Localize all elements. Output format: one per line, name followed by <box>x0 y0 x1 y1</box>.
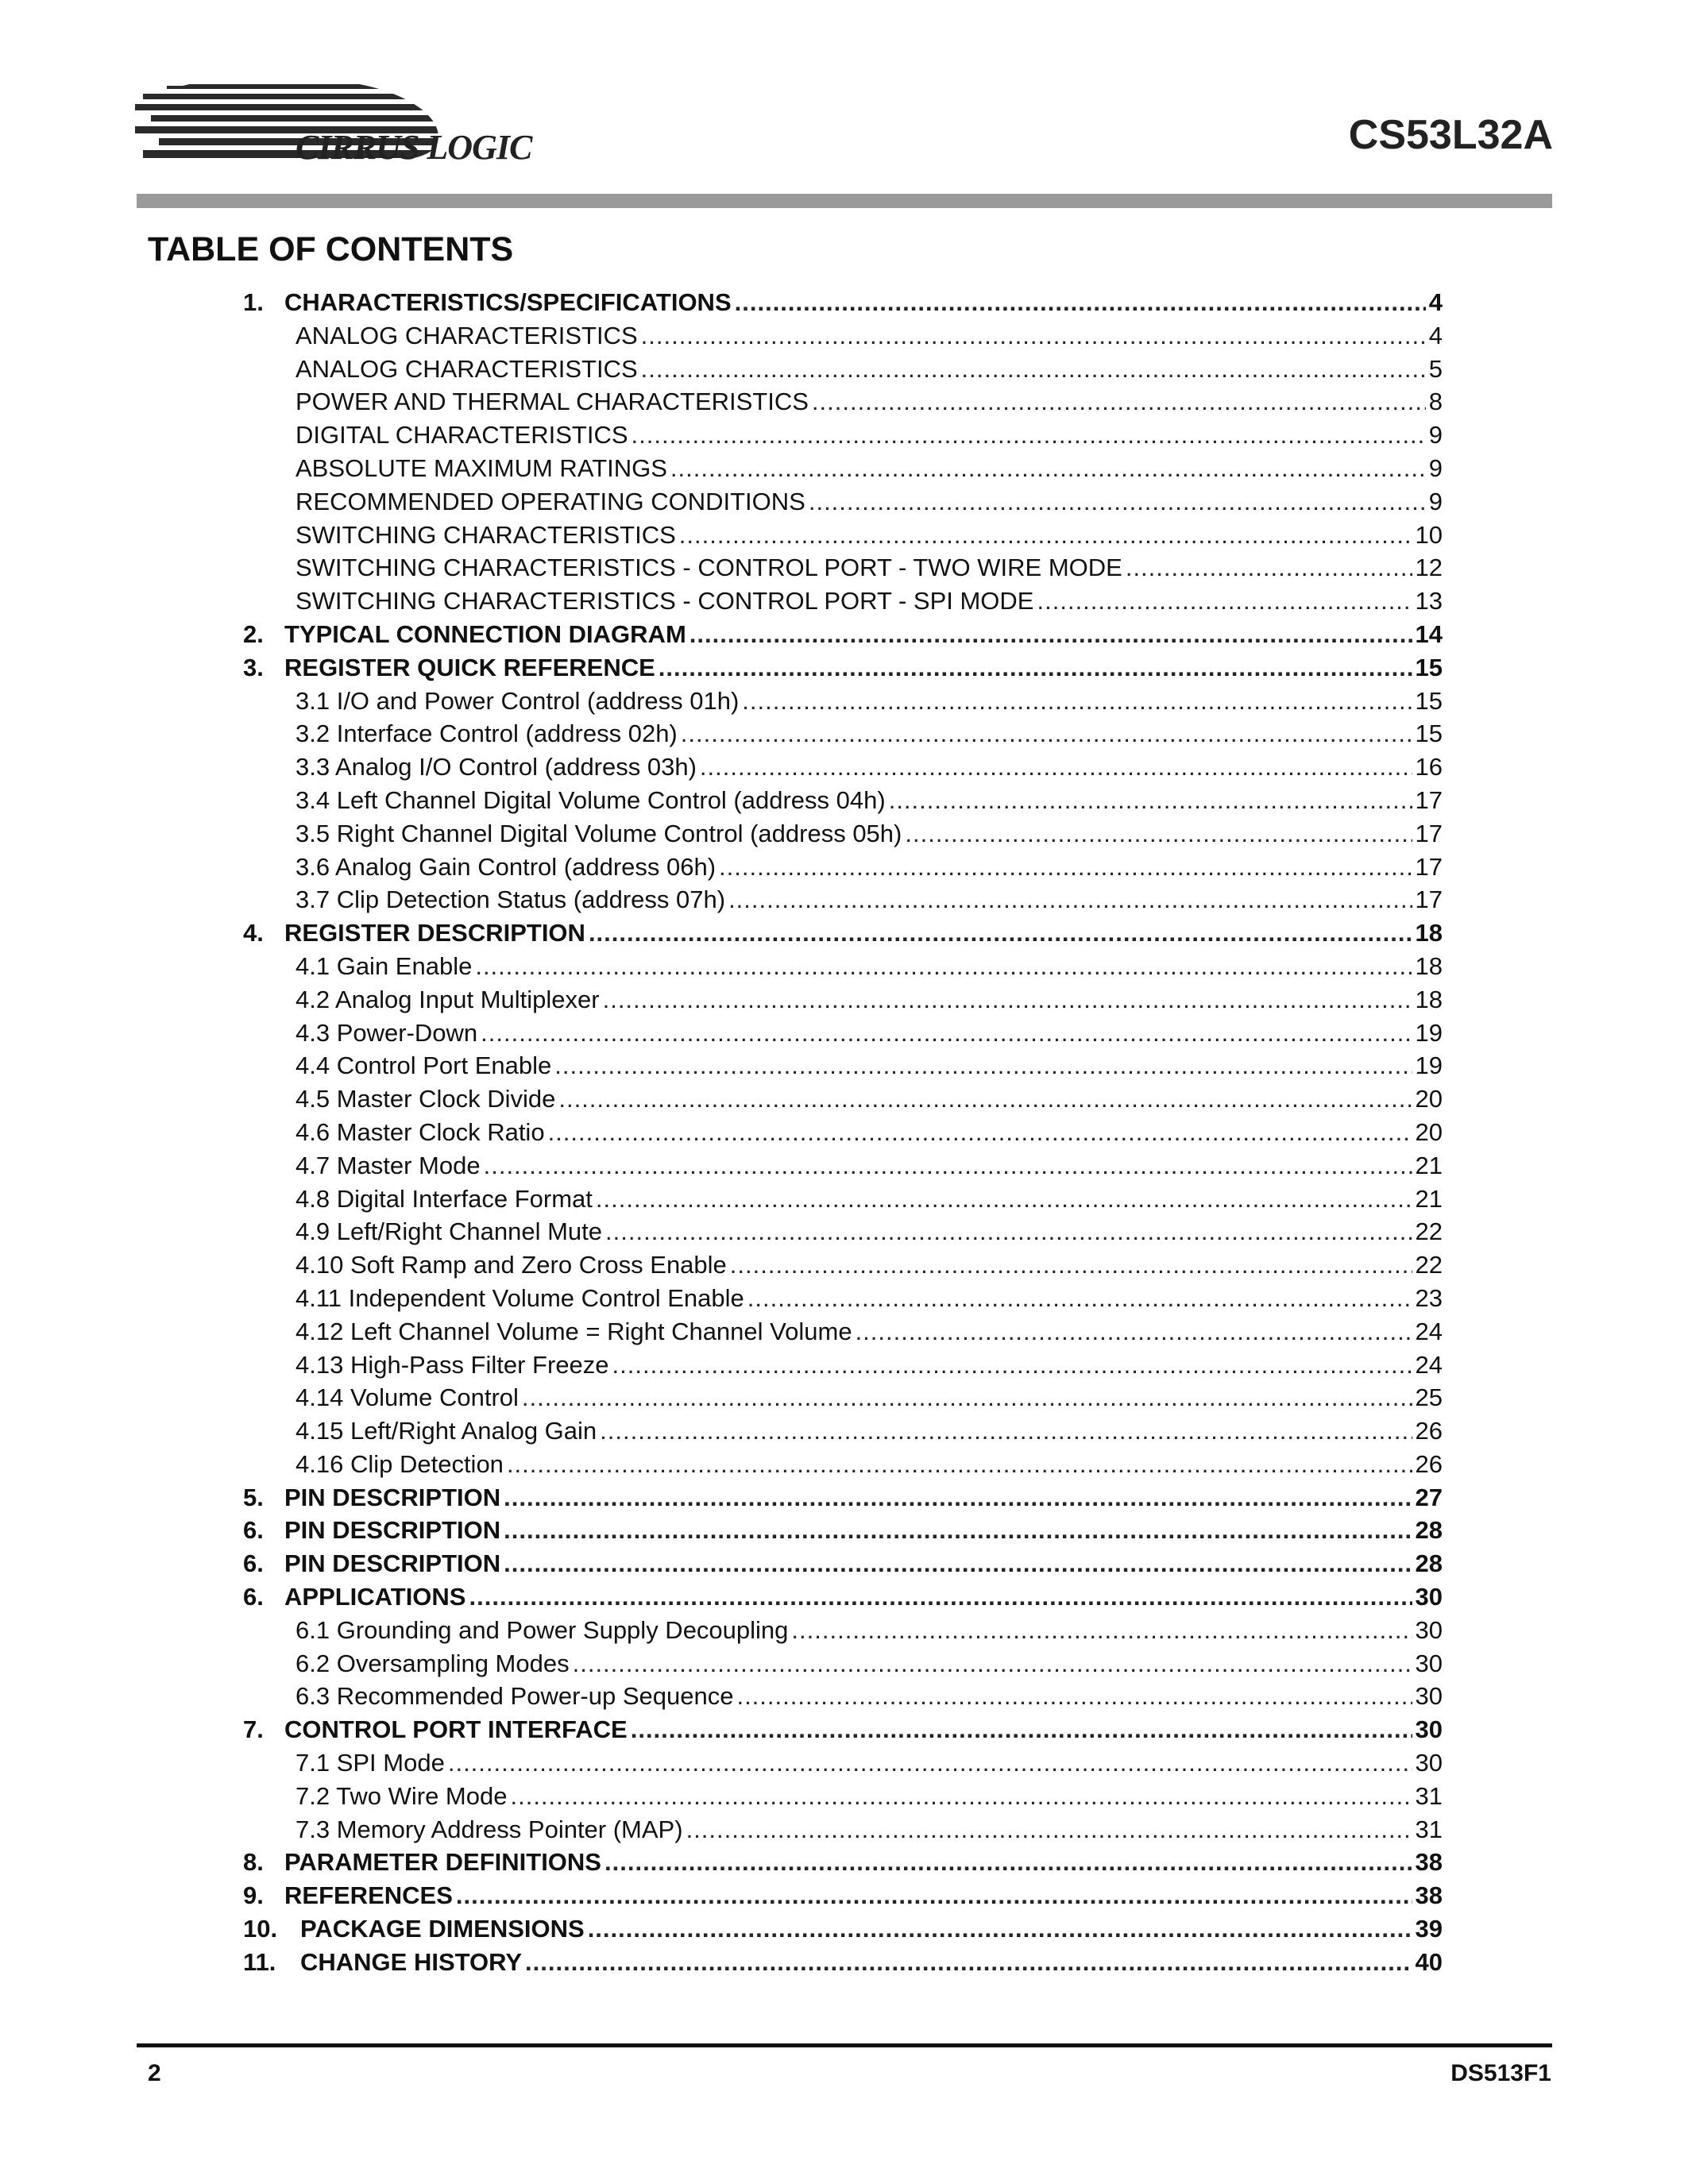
footer-rule <box>137 2043 1552 2047</box>
toc-entry-title: 4.13 High-Pass Filter Freeze <box>295 1350 609 1379</box>
toc-entry-page: 19 <box>1415 1018 1443 1047</box>
toc-entry[interactable] <box>243 983 1443 1017</box>
dot-leader <box>689 618 1412 651</box>
toc-entry[interactable] <box>243 1282 1443 1315</box>
dot-leader <box>504 1514 1412 1547</box>
dot-leader <box>612 1349 1412 1382</box>
dot-leader <box>522 1381 1412 1414</box>
dot-leader <box>670 452 1426 485</box>
toc-entry-page: 20 <box>1415 1117 1443 1146</box>
toc-entry[interactable] <box>243 1183 1443 1216</box>
toc-entry-title: 4.2 Analog Input Multiplexer <box>295 985 600 1013</box>
toc-entry[interactable] <box>243 1481 1443 1515</box>
toc-entry-title: 6.2 Oversampling Modes <box>295 1649 570 1677</box>
toc-entry-title: 4.16 Clip Detection <box>295 1449 504 1478</box>
dot-leader <box>632 419 1426 452</box>
toc-entry-title: 4.14 Volume Control <box>295 1383 519 1412</box>
header-bar <box>137 194 1552 208</box>
toc-entry-page: 28 <box>1415 1516 1443 1545</box>
toc-entry-title: 3.5 Right Channel Digital Volume Control (address 05h) <box>295 819 902 847</box>
dot-leader <box>889 784 1412 817</box>
dot-leader <box>596 1183 1412 1216</box>
dot-leader <box>728 883 1412 916</box>
toc-entry[interactable] <box>243 1780 1443 1813</box>
toc-entry-page: 17 <box>1415 886 1443 914</box>
toc-entry-title: 4.9 Left/Right Channel Mute <box>295 1217 603 1246</box>
toc-entry-page: 30 <box>1415 1615 1443 1644</box>
dot-leader <box>589 916 1412 950</box>
toc-entry-title: PIN DESCRIPTION <box>284 1483 501 1511</box>
dot-leader <box>905 817 1412 851</box>
toc-entry[interactable] <box>243 1680 1443 1713</box>
toc-entry-number: 2. <box>243 619 264 648</box>
dot-leader <box>558 1082 1412 1116</box>
toc-entry[interactable] <box>243 817 1443 851</box>
toc-entry[interactable] <box>243 1414 1443 1448</box>
toc-entry-page: 17 <box>1415 785 1443 814</box>
dot-leader <box>700 751 1412 784</box>
toc-entry-title: SWITCHING CHARACTERISTICS - CONTROL PORT - TWO WIRE MODE <box>295 554 1122 582</box>
dot-leader <box>504 1481 1412 1515</box>
footer-page-number: 2 <box>148 2060 161 2086</box>
dot-leader <box>469 1580 1412 1614</box>
toc-entry-title: 3.1 I/O and Power Control (address 01h) <box>295 686 740 715</box>
toc-entry-title: 3.6 Analog Gain Control (address 06h) <box>295 852 717 881</box>
dot-leader <box>456 1879 1412 1912</box>
dot-leader <box>588 1912 1412 1946</box>
toc-entry-page: 30 <box>1415 1715 1443 1744</box>
toc-entry-page: 9 <box>1428 453 1443 482</box>
toc-entry-title: RECOMMENDED OPERATING CONDITIONS <box>295 487 805 515</box>
toc-entry[interactable] <box>243 1017 1443 1050</box>
toc-entry-page: 17 <box>1415 819 1443 847</box>
toc-entry-title: PIN DESCRIPTION <box>284 1549 501 1578</box>
toc-entry-number: 9. <box>243 1881 264 1910</box>
toc-entry[interactable] <box>243 585 1443 618</box>
toc-entry-title: PACKAGE DIMENSIONS <box>300 1915 585 1943</box>
toc-entry[interactable] <box>243 286 1443 319</box>
toc-entry-title: 3.7 Clip Detection Status (address 07h) <box>295 886 726 914</box>
toc-entry[interactable] <box>243 1215 1443 1248</box>
toc-entry[interactable] <box>243 1879 1443 1912</box>
toc-entry-page: 4 <box>1428 321 1443 349</box>
toc-entry-title: 4.12 Left Channel Volume = Right Channel Volume <box>295 1317 852 1345</box>
toc-entry-page: 30 <box>1415 1682 1443 1711</box>
dot-leader <box>484 1149 1412 1183</box>
toc-entry-title: REGISTER DESCRIPTION <box>284 919 585 947</box>
toc-entry-page: 14 <box>1415 619 1443 648</box>
toc-entry-title: 6.1 Grounding and Power Supply Decoupling <box>295 1615 789 1644</box>
toc-entry-page: 13 <box>1415 587 1443 615</box>
toc-entry-page: 8 <box>1428 388 1443 416</box>
toc-entry[interactable] <box>243 651 1443 685</box>
toc-entry-title: POWER AND THERMAL CHARACTERISTICS <box>295 388 809 416</box>
toc-entry-number: 8. <box>243 1848 264 1877</box>
toc-entry-number: 6. <box>243 1549 264 1578</box>
toc-entry-page: 24 <box>1415 1350 1443 1379</box>
toc-entry-number: 6. <box>243 1583 264 1611</box>
toc-entry-page: 30 <box>1415 1649 1443 1677</box>
toc-entry-page: 31 <box>1415 1815 1443 1843</box>
toc-entry-page: 21 <box>1415 1151 1443 1179</box>
dot-leader <box>448 1746 1412 1780</box>
dot-leader <box>507 1448 1412 1481</box>
toc-entry-title: 4.8 Digital Interface Format <box>295 1184 593 1213</box>
toc-entry-page: 39 <box>1415 1915 1443 1943</box>
toc-entry-title: 4.3 Power-Down <box>295 1018 478 1047</box>
toc-entry-page: 18 <box>1415 985 1443 1013</box>
toc-entry-page: 17 <box>1415 852 1443 881</box>
toc-entry-page: 4 <box>1428 288 1443 316</box>
toc-entry-page: 9 <box>1428 421 1443 450</box>
toc-entry-page: 25 <box>1415 1383 1443 1412</box>
toc-entry-page: 18 <box>1415 951 1443 980</box>
dot-leader <box>679 519 1412 552</box>
toc-entry-title: ANALOG CHARACTERISTICS <box>295 354 638 383</box>
toc-entry-title: PIN DESCRIPTION <box>284 1516 501 1545</box>
toc-entry[interactable] <box>243 1514 1443 1547</box>
toc-entry-title: SWITCHING CHARACTERISTICS <box>295 520 676 549</box>
toc-entry-title: 7.2 Two Wire Mode <box>295 1781 508 1810</box>
dot-leader <box>742 685 1412 718</box>
toc-entry[interactable] <box>243 1248 1443 1282</box>
toc-entry[interactable] <box>243 1846 1443 1879</box>
toc-entry[interactable] <box>243 353 1443 386</box>
footer-doc-id: DS513F1 <box>1450 2060 1551 2086</box>
dot-leader <box>605 1215 1412 1248</box>
toc-entry[interactable] <box>243 1448 1443 1481</box>
toc-entry[interactable] <box>243 685 1443 718</box>
toc-entry-page: 23 <box>1415 1283 1443 1312</box>
toc-entry[interactable] <box>243 1946 1443 1979</box>
toc-entry-title: 4.11 Independent Volume Control Enable <box>295 1283 744 1312</box>
toc-entry-title: 3.2 Interface Control (address 02h) <box>295 720 678 748</box>
toc-entry-title: REGISTER QUICK REFERENCE <box>284 653 655 681</box>
toc-entry[interactable] <box>243 419 1443 452</box>
toc-entry-page: 12 <box>1415 554 1443 582</box>
dot-leader <box>736 1680 1412 1713</box>
toc-entry-title: 4.1 Gain Enable <box>295 951 473 980</box>
dot-leader <box>573 1647 1412 1680</box>
toc-entry-page: 31 <box>1415 1781 1443 1810</box>
dot-leader <box>525 1946 1412 1979</box>
toc-entry[interactable] <box>243 551 1443 585</box>
company-wordmark: CIRRUS LOGIC <box>295 128 532 167</box>
dot-leader <box>681 717 1412 751</box>
toc-entry-title: 3.3 Analog I/O Control (address 03h) <box>295 753 697 781</box>
toc-entry[interactable] <box>243 519 1443 552</box>
toc-entry-title: ANALOG CHARACTERISTICS <box>295 321 638 349</box>
toc-entry-page: 15 <box>1415 686 1443 715</box>
dot-leader <box>735 286 1426 319</box>
toc-entry[interactable] <box>243 916 1443 950</box>
dot-leader <box>856 1315 1412 1349</box>
dot-leader <box>554 1049 1412 1082</box>
toc-entry-title: CHARACTERISTICS/SPECIFICATIONS <box>284 288 732 316</box>
dot-leader <box>719 851 1412 884</box>
toc-entry-page: 28 <box>1415 1549 1443 1578</box>
toc-entry-title: 4.15 Left/Right Analog Gain <box>295 1417 597 1445</box>
dot-leader <box>641 319 1426 353</box>
toc-entry[interactable] <box>243 1381 1443 1414</box>
toc-entry[interactable] <box>243 1547 1443 1580</box>
toc-entry-title: 4.5 Master Clock Divide <box>295 1085 556 1113</box>
toc-entry-title: 6.3 Recommended Power-up Sequence <box>295 1682 734 1711</box>
dot-leader <box>812 385 1426 419</box>
table-of-contents <box>243 286 1443 1979</box>
toc-entry[interactable] <box>243 618 1443 651</box>
part-number: CS53L32A <box>1348 112 1553 158</box>
toc-entry-number: 11. <box>243 1947 276 1976</box>
toc-entry-page: 16 <box>1415 753 1443 781</box>
toc-entry[interactable] <box>243 1149 1443 1183</box>
dot-leader <box>641 353 1426 386</box>
toc-entry[interactable] <box>243 851 1443 884</box>
toc-entry-number: 1. <box>243 288 264 316</box>
toc-entry-title: REFERENCES <box>284 1881 453 1910</box>
dot-leader <box>809 485 1426 519</box>
toc-entry[interactable] <box>243 784 1443 817</box>
dot-leader <box>631 1713 1412 1746</box>
toc-entry-title: 7.3 Memory Address Pointer (MAP) <box>295 1815 683 1843</box>
dot-leader <box>686 1813 1412 1846</box>
toc-entry[interactable] <box>243 1315 1443 1349</box>
toc-entry-title: 4.10 Soft Ramp and Zero Cross Enable <box>295 1251 727 1279</box>
toc-entry[interactable] <box>243 1713 1443 1746</box>
toc-entry-page: 21 <box>1415 1184 1443 1213</box>
toc-entry-page: 15 <box>1415 653 1443 681</box>
dot-leader <box>791 1614 1412 1647</box>
toc-entry-page: 30 <box>1415 1583 1443 1611</box>
dot-leader <box>481 1017 1412 1050</box>
toc-entry-title: DIGITAL CHARACTERISTICS <box>295 421 628 450</box>
toc-entry-title: 4.6 Master Clock Ratio <box>295 1117 545 1146</box>
toc-entry-page: 38 <box>1415 1881 1443 1910</box>
toc-entry-page: 18 <box>1415 919 1443 947</box>
toc-entry-title: CHANGE HISTORY <box>300 1947 523 1976</box>
toc-entry-page: 30 <box>1415 1749 1443 1777</box>
dot-leader <box>603 983 1412 1017</box>
toc-entry-title: 4.7 Master Mode <box>295 1151 481 1179</box>
toc-entry[interactable] <box>243 485 1443 519</box>
toc-entry-number: 7. <box>243 1715 264 1744</box>
toc-entry-number: 10. <box>243 1915 278 1943</box>
toc-entry[interactable] <box>243 1580 1443 1614</box>
toc-title: TABLE OF CONTENTS <box>148 230 514 268</box>
dot-leader <box>747 1282 1412 1315</box>
toc-entry-number: 4. <box>243 919 264 947</box>
toc-entry[interactable] <box>243 1614 1443 1647</box>
toc-entry-title: 4.4 Control Port Enable <box>295 1051 552 1080</box>
toc-entry[interactable] <box>243 883 1443 916</box>
toc-entry-title: SWITCHING CHARACTERISTICS - CONTROL PORT - SPI MODE <box>295 587 1034 615</box>
toc-entry-page: 22 <box>1415 1251 1443 1279</box>
toc-entry-page: 24 <box>1415 1317 1443 1345</box>
toc-entry-page: 40 <box>1415 1947 1443 1976</box>
toc-entry-page: 5 <box>1428 354 1443 383</box>
toc-entry-page: 20 <box>1415 1085 1443 1113</box>
toc-entry[interactable] <box>243 385 1443 419</box>
toc-entry-page: 26 <box>1415 1417 1443 1445</box>
toc-entry[interactable] <box>243 1349 1443 1382</box>
dot-leader <box>504 1547 1412 1580</box>
dot-leader <box>659 651 1412 685</box>
toc-entry[interactable] <box>243 1116 1443 1149</box>
toc-entry-page: 19 <box>1415 1051 1443 1080</box>
dot-leader <box>1126 551 1412 585</box>
toc-entry-title: CONTROL PORT INTERFACE <box>284 1715 628 1744</box>
toc-entry-title: 7.1 SPI Mode <box>295 1749 445 1777</box>
toc-entry-page: 22 <box>1415 1217 1443 1246</box>
toc-entry[interactable] <box>243 1746 1443 1780</box>
toc-entry-page: 9 <box>1428 487 1443 515</box>
dot-leader <box>548 1116 1412 1149</box>
toc-entry[interactable] <box>243 319 1443 353</box>
toc-entry-page: 38 <box>1415 1848 1443 1877</box>
toc-entry-title: PARAMETER DEFINITIONS <box>284 1848 601 1877</box>
toc-entry[interactable] <box>243 950 1443 983</box>
toc-entry-number: 3. <box>243 653 264 681</box>
toc-entry-number: 6. <box>243 1516 264 1545</box>
toc-entry[interactable] <box>243 1813 1443 1846</box>
dot-leader <box>605 1846 1412 1879</box>
toc-entry[interactable] <box>243 1049 1443 1082</box>
toc-entry-title: 3.4 Left Channel Digital Volume Control (address 04h) <box>295 785 886 814</box>
toc-entry[interactable] <box>243 751 1443 784</box>
toc-entry[interactable] <box>243 1082 1443 1116</box>
toc-entry-page: 15 <box>1415 720 1443 748</box>
toc-entry[interactable] <box>243 717 1443 751</box>
dot-leader <box>600 1414 1412 1448</box>
toc-entry[interactable] <box>243 1647 1443 1680</box>
dot-leader <box>475 950 1412 983</box>
toc-entry[interactable] <box>243 452 1443 485</box>
dot-leader <box>1037 585 1412 618</box>
dot-leader <box>510 1780 1412 1813</box>
toc-entry-page: 26 <box>1415 1449 1443 1478</box>
toc-entry-title: APPLICATIONS <box>284 1583 466 1611</box>
toc-entry-page: 10 <box>1415 520 1443 549</box>
toc-entry-title: ABSOLUTE MAXIMUM RATINGS <box>295 453 667 482</box>
dot-leader <box>730 1248 1412 1282</box>
toc-entry-title: TYPICAL CONNECTION DIAGRAM <box>284 619 686 648</box>
toc-entry[interactable] <box>243 1912 1443 1946</box>
toc-entry-page: 27 <box>1415 1483 1443 1511</box>
toc-entry-number: 5. <box>243 1483 264 1511</box>
